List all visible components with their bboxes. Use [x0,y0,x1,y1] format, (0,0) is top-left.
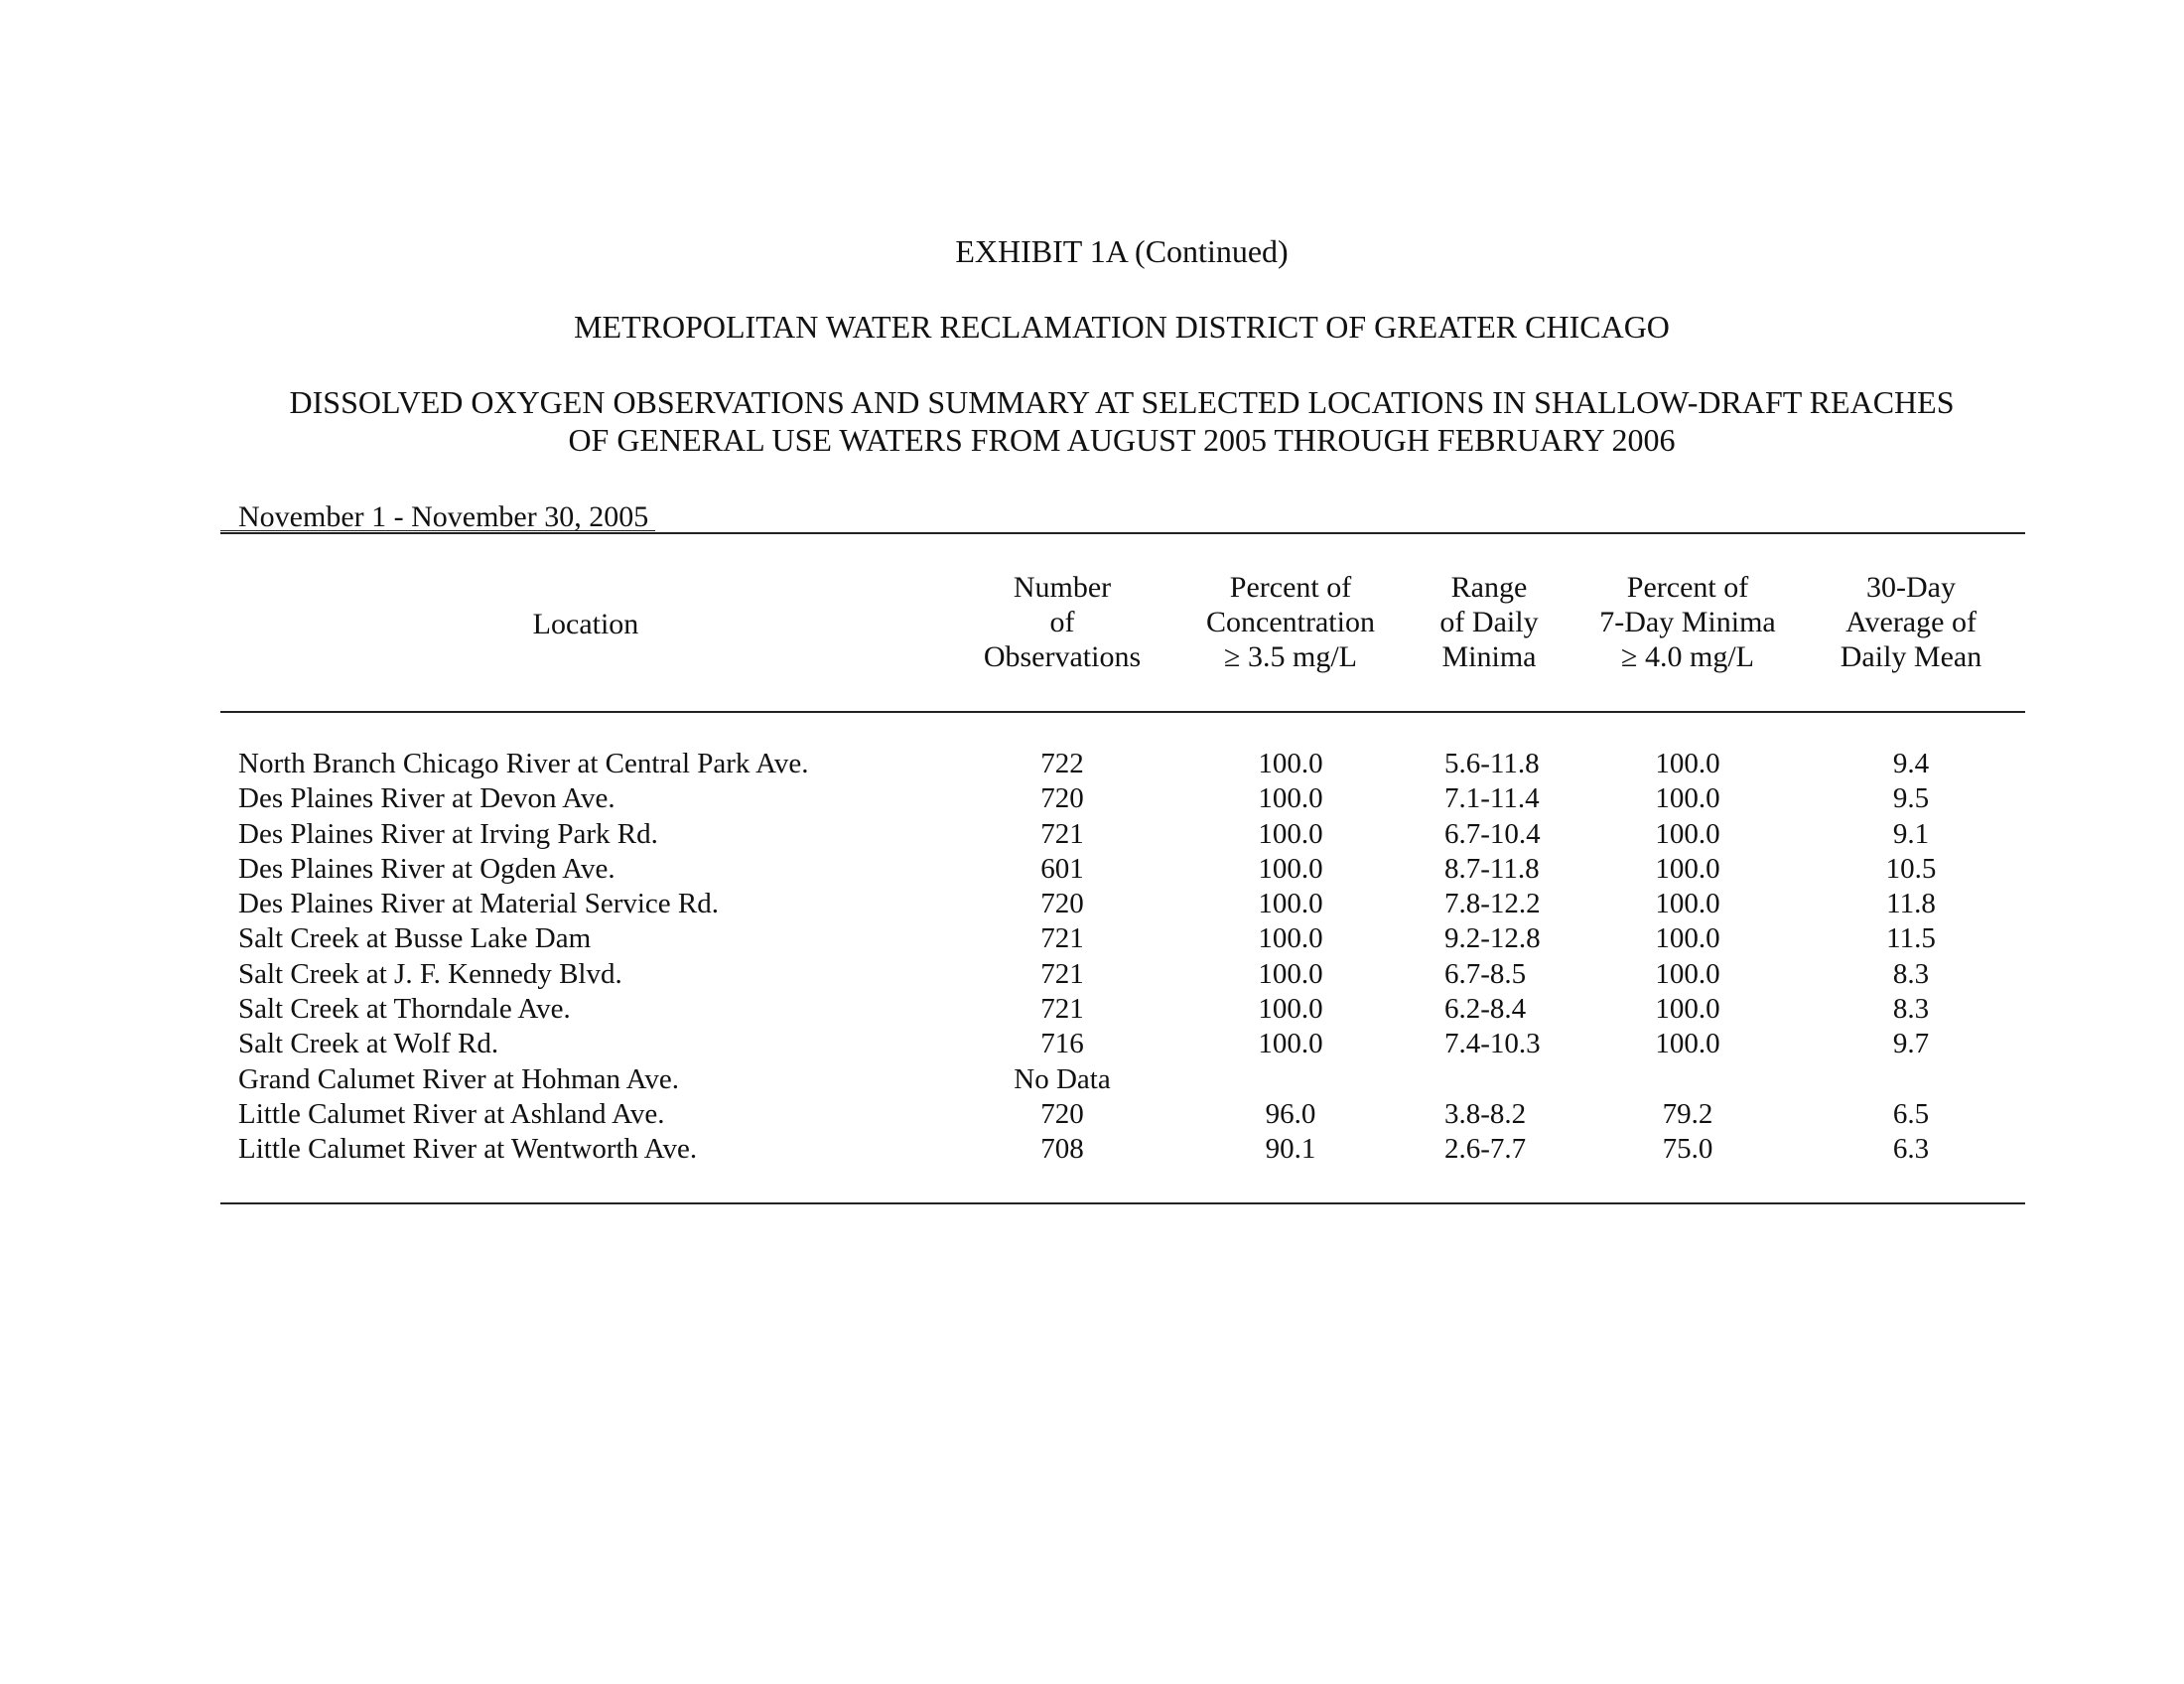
table-row [0,1062,2184,1097]
average-30day-cell: 10.5 [1885,852,1937,885]
location-cell: Des Plaines River at Irving Park Rd. [238,817,658,850]
observations-cell: 708 [1040,1133,1084,1166]
location-cell: Little Calumet River at Wentworth Ave. [238,1133,698,1166]
percent-7day-minima-cell: 100.0 [1655,1028,1720,1060]
percent-7day-minima-cell: 100.0 [1655,852,1720,885]
column-header-line: Number [1013,571,1112,604]
observations-cell: 720 [1040,888,1084,920]
percent-7day-minima-cell: 100.0 [1655,922,1720,955]
observations-cell: 721 [1040,957,1084,990]
location-cell: Little Calumet River at Ashland Ave. [238,1097,665,1130]
district-name: METROPOLITAN WATER RECLAMATION DISTRICT OF GREATER CHICAGO [574,309,1670,345]
table-row [0,957,2184,992]
table-header-rule [220,711,2025,713]
column-header-line: Percent of [1626,571,1749,604]
location-cell: Salt Creek at J. F. Kennedy Blvd. [238,957,622,990]
average-30day-cell: 9.5 [1892,782,1930,815]
percent-concentration-cell: 100.0 [1258,1028,1323,1060]
location-cell: Salt Creek at Thorndale Ave. [238,993,571,1026]
percent-7day-minima-cell: 100.0 [1655,888,1720,920]
table-title-line-1: DISSOLVED OXYGEN OBSERVATIONS AND SUMMARY AT SELECTED LOCATIONS IN SHALLOW-DRAFT REACHES [289,384,1955,420]
column-header-line: ≥ 4.0 mg/L [1621,640,1754,673]
table-row [0,852,2184,887]
range-daily-minima-cell: 7.8-12.2 [1444,888,1541,920]
location-cell: Des Plaines River at Ogden Ave. [238,852,615,885]
range-daily-minima-cell: 2.6-7.7 [1444,1133,1527,1166]
table-row [0,1132,2184,1167]
table-row [0,1097,2184,1132]
column-header-line: of Daily [1439,606,1539,638]
range-daily-minima-cell: 9.2-12.8 [1444,922,1541,955]
observations-cell: 721 [1040,922,1084,955]
percent-7day-minima-cell: 100.0 [1655,957,1720,990]
observations-cell: 720 [1040,782,1084,815]
range-daily-minima-cell: 7.1-11.4 [1444,782,1540,815]
location-cell: Grand Calumet River at Hohman Ave. [238,1062,680,1095]
column-header-location [437,607,735,641]
observations-cell: 601 [1040,852,1084,885]
average-30day-cell: 9.7 [1892,1028,1930,1060]
table-row [0,817,2184,852]
column-header-line: 7-Day Minima [1599,606,1776,638]
percent-concentration-cell: 100.0 [1258,817,1323,850]
table-row [0,992,2184,1027]
percent-7day-minima-cell: 100.0 [1655,782,1720,815]
percent-7day-minima-cell: 75.0 [1662,1133,1713,1166]
table-title-line-2: OF GENERAL USE WATERS FROM AUGUST 2005 THROUGH FEBRUARY 2006 [568,422,1676,458]
location-cell: Salt Creek at Wolf Rd. [238,1028,499,1060]
exhibit-label: EXHIBIT 1A (Continued) [955,233,1289,269]
column-header-line: Range [1450,571,1528,604]
column-header-line: ≥ 3.5 mg/L [1224,640,1357,673]
reporting-period: November 1 - November 30, 2005 [238,500,649,533]
range-daily-minima-cell: 6.7-10.4 [1444,817,1541,850]
table-row [0,781,2184,816]
column-header-line: of [1049,606,1075,638]
range-daily-minima-cell: 6.7-8.5 [1444,957,1527,990]
table-top-rule [220,532,2025,534]
column-header-observations [943,570,1181,674]
column-header-range-daily-minima [1390,570,1588,674]
range-daily-minima-cell: 5.6-11.8 [1444,748,1540,779]
average-30day-cell: 6.5 [1892,1097,1930,1130]
average-30day-cell: 9.1 [1892,817,1930,850]
percent-concentration-cell: 100.0 [1258,748,1323,779]
average-30day-cell: 9.4 [1892,748,1930,779]
average-30day-cell: 8.3 [1892,957,1930,990]
percent-7day-minima-cell: 100.0 [1655,993,1720,1026]
observations-cell: 720 [1040,1097,1084,1130]
column-header-line: Percent of [1229,571,1352,604]
percent-concentration-cell: 96.0 [1265,1097,1316,1130]
range-daily-minima-cell: 6.2-8.4 [1444,993,1527,1026]
column-header-line: 30-Day [1866,571,1956,604]
percent-7day-minima-cell: 100.0 [1655,748,1720,779]
average-30day-cell: 11.5 [1886,922,1936,955]
range-daily-minima-cell: 7.4-10.3 [1444,1028,1541,1060]
column-header-line: Location [532,608,639,640]
column-header-line: Observations [983,640,1142,673]
range-daily-minima-cell: 3.8-8.2 [1444,1097,1527,1130]
column-header-30day-average [1792,570,2030,674]
column-header-line: Concentration [1206,606,1375,638]
average-30day-cell: 8.3 [1892,993,1930,1026]
table-row [0,1027,2184,1061]
observations-cell: No Data [1014,1062,1111,1095]
location-cell: Salt Creek at Busse Lake Dam [238,922,592,955]
observations-cell: 721 [1040,817,1084,850]
location-cell: North Branch Chicago River at Central Park Ave. [238,748,809,779]
percent-concentration-cell: 100.0 [1258,888,1323,920]
observations-cell: 721 [1040,993,1084,1026]
percent-concentration-cell: 100.0 [1258,922,1323,955]
location-cell: Des Plaines River at Devon Ave. [238,782,615,815]
column-header-line: Minima [1441,640,1537,673]
percent-concentration-cell: 100.0 [1258,782,1323,815]
column-header-line: Daily Mean [1840,640,1982,673]
percent-7day-minima-cell: 100.0 [1655,817,1720,850]
table-body [0,747,2184,1168]
column-header-percent-concentration [1171,570,1410,674]
average-30day-cell: 6.3 [1892,1133,1930,1166]
column-header-percent-7day-minima [1569,570,1807,674]
table-bottom-rule [220,1202,2025,1204]
percent-concentration-cell: 100.0 [1258,993,1323,1026]
location-cell: Des Plaines River at Material Service Rd. [238,888,720,920]
average-30day-cell: 11.8 [1886,888,1936,920]
percent-concentration-cell: 100.0 [1258,957,1323,990]
observations-cell: 716 [1040,1028,1084,1060]
period-underline [220,530,655,531]
table-row [0,921,2184,956]
range-daily-minima-cell: 8.7-11.8 [1444,852,1540,885]
percent-concentration-cell: 100.0 [1258,852,1323,885]
percent-concentration-cell: 90.1 [1265,1133,1316,1166]
table-row [0,887,2184,921]
observations-cell: 722 [1040,748,1084,779]
column-header-line: Average of [1845,606,1977,638]
table-row [0,747,2184,781]
percent-7day-minima-cell: 79.2 [1662,1097,1713,1130]
